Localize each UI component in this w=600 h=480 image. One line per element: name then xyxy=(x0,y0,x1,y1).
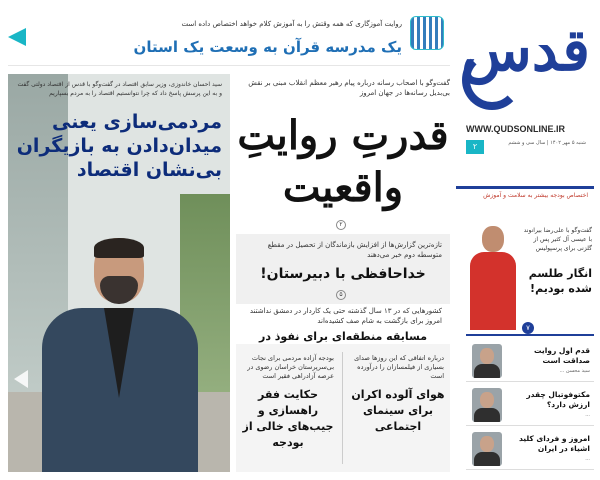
top-banner[interactable] xyxy=(8,8,450,66)
player-jersey xyxy=(470,252,516,330)
sidebar-feature-headline[interactable]: انگار طلسم شده بودیم! xyxy=(528,267,592,295)
sidebar-feature-text: گفت‌وگو با علی‌رضا بیرانوند با عیسی آل کثیر پس از گلزنی برای پرسپولیس xyxy=(523,227,592,252)
sidebar-feature[interactable] xyxy=(466,218,594,336)
story-budget-headline[interactable]: حکایت فقر راهسازی و جیب‌های خالی از بودجه xyxy=(242,388,334,449)
sidebar-feature-page: ۷ xyxy=(522,322,534,334)
portrait-photo xyxy=(38,238,202,472)
story-syria-text: کشورهایی که در ۱۳ سال گذشته حتی یک کاردار در دمشق نداشتند امروز برای بازگشت به شام صف کشیده‌اند xyxy=(249,307,442,325)
sidebar-item-sub: ... xyxy=(585,412,590,418)
story-cinema-text: درباره اتفاقی که این روزها صدای بسیاری از فیلمسازان را درآورده است xyxy=(354,354,444,380)
sidebar-item-headline[interactable]: امروز و فردای کلید اشیاء در ایران xyxy=(518,434,590,453)
story-dropout-page: ۵ xyxy=(336,290,346,300)
banner-pattern-icon xyxy=(410,16,444,50)
portrait-hair xyxy=(94,238,144,258)
player-photo xyxy=(468,224,518,330)
sidebar-item-sub: سید محسن ... xyxy=(559,368,590,374)
main-story-kicker: گفت‌وگو با اصحاب رسانه درباره پیام رهبر معظم انقلاب مبنی بر نقش بی‌بدیل رسانه‌ها در جهان امروز xyxy=(248,79,450,97)
story-budget[interactable] xyxy=(236,344,340,472)
photo-story[interactable] xyxy=(8,74,230,472)
right-sidebar xyxy=(466,218,594,474)
player-face xyxy=(482,226,504,252)
sidebar-item[interactable] xyxy=(466,340,594,382)
avatar xyxy=(472,344,502,378)
column-divider xyxy=(342,352,343,464)
story-dropout[interactable] xyxy=(236,234,450,304)
main-story-headline[interactable]: قدرتِ روایتِ واقعیت xyxy=(237,112,449,211)
center-column xyxy=(236,74,450,474)
newspaper-logo xyxy=(462,10,590,120)
banner-arrow-icon xyxy=(8,28,26,46)
story-syria-headline[interactable]: مسابقه منطقه‌ای برای نفوذ در xyxy=(258,330,428,343)
website-url[interactable]: WWW.QUDSONLINE.IR xyxy=(466,124,586,138)
bottom-stories xyxy=(236,344,450,472)
logo-swirl-icon xyxy=(462,50,522,110)
story-budget-text: بودجه آزاده مردمی برای نجات بی‌سرپرستان خراسان رضوی در عرصه آزادراهی فقیر است xyxy=(247,354,334,380)
banner-small-text: روایت آموزگاری که همه وقتش را به آموزش کلام خواهد اختصاص داده است xyxy=(181,20,402,28)
sidebar-item-sub: ... xyxy=(585,456,590,462)
logo-text: قدس xyxy=(461,16,590,84)
masthead-divider xyxy=(456,186,594,189)
photo-story-headline[interactable]: مردمی‌سازی یعنی میدان‌دادن به بازیگران بی‌نشان اقتصاد xyxy=(16,111,222,181)
story-dropout-text: تازه‌ترین گزارش‌ها از افزایش بازماندگان از تحصیل در مقطع متوسطه دوم خبر می‌دهند xyxy=(267,241,442,259)
issue-badge: ۲ xyxy=(466,140,484,154)
photo-story-caption: سید احسان خاندوزی، وزیر سابق اقتصاد در گفت‌وگو با قدس از اقتصاد دولتی گفت و به این پرسش پاسخ داد که چرا نتوانستیم اقتصاد را به مردم بسپاریم xyxy=(17,81,222,97)
sidebar-item[interactable] xyxy=(466,428,594,470)
sidebar-item-headline[interactable]: مکتوفوتبال چقدر ارزش دارد؟ xyxy=(526,390,590,409)
dateline: شنبه ۵ مهر ۱۴۰۲ | سال سی و ششم xyxy=(508,140,586,146)
sidebar-item-headline[interactable]: قدم اول روایت صداقت است xyxy=(533,346,590,365)
masthead-note: اختصاص بودجه بیشتر به سلامت و آموزش xyxy=(483,192,588,199)
story-syria[interactable] xyxy=(236,306,450,346)
story-dropout-headline[interactable]: خداحافظی با دبیرستان! xyxy=(260,266,426,282)
story-cinema-headline[interactable]: هوای آلوده اکران برای سینمای اجتماعی xyxy=(351,388,445,433)
masthead xyxy=(456,8,594,158)
story-cinema[interactable] xyxy=(346,344,450,472)
sidebar-item[interactable] xyxy=(466,384,594,426)
main-story-page: ۲ xyxy=(336,220,346,230)
avatar xyxy=(472,432,502,466)
avatar xyxy=(472,388,502,422)
banner-headline[interactable]: یک مدرسه قرآن به وسعت یک استان xyxy=(133,38,402,56)
